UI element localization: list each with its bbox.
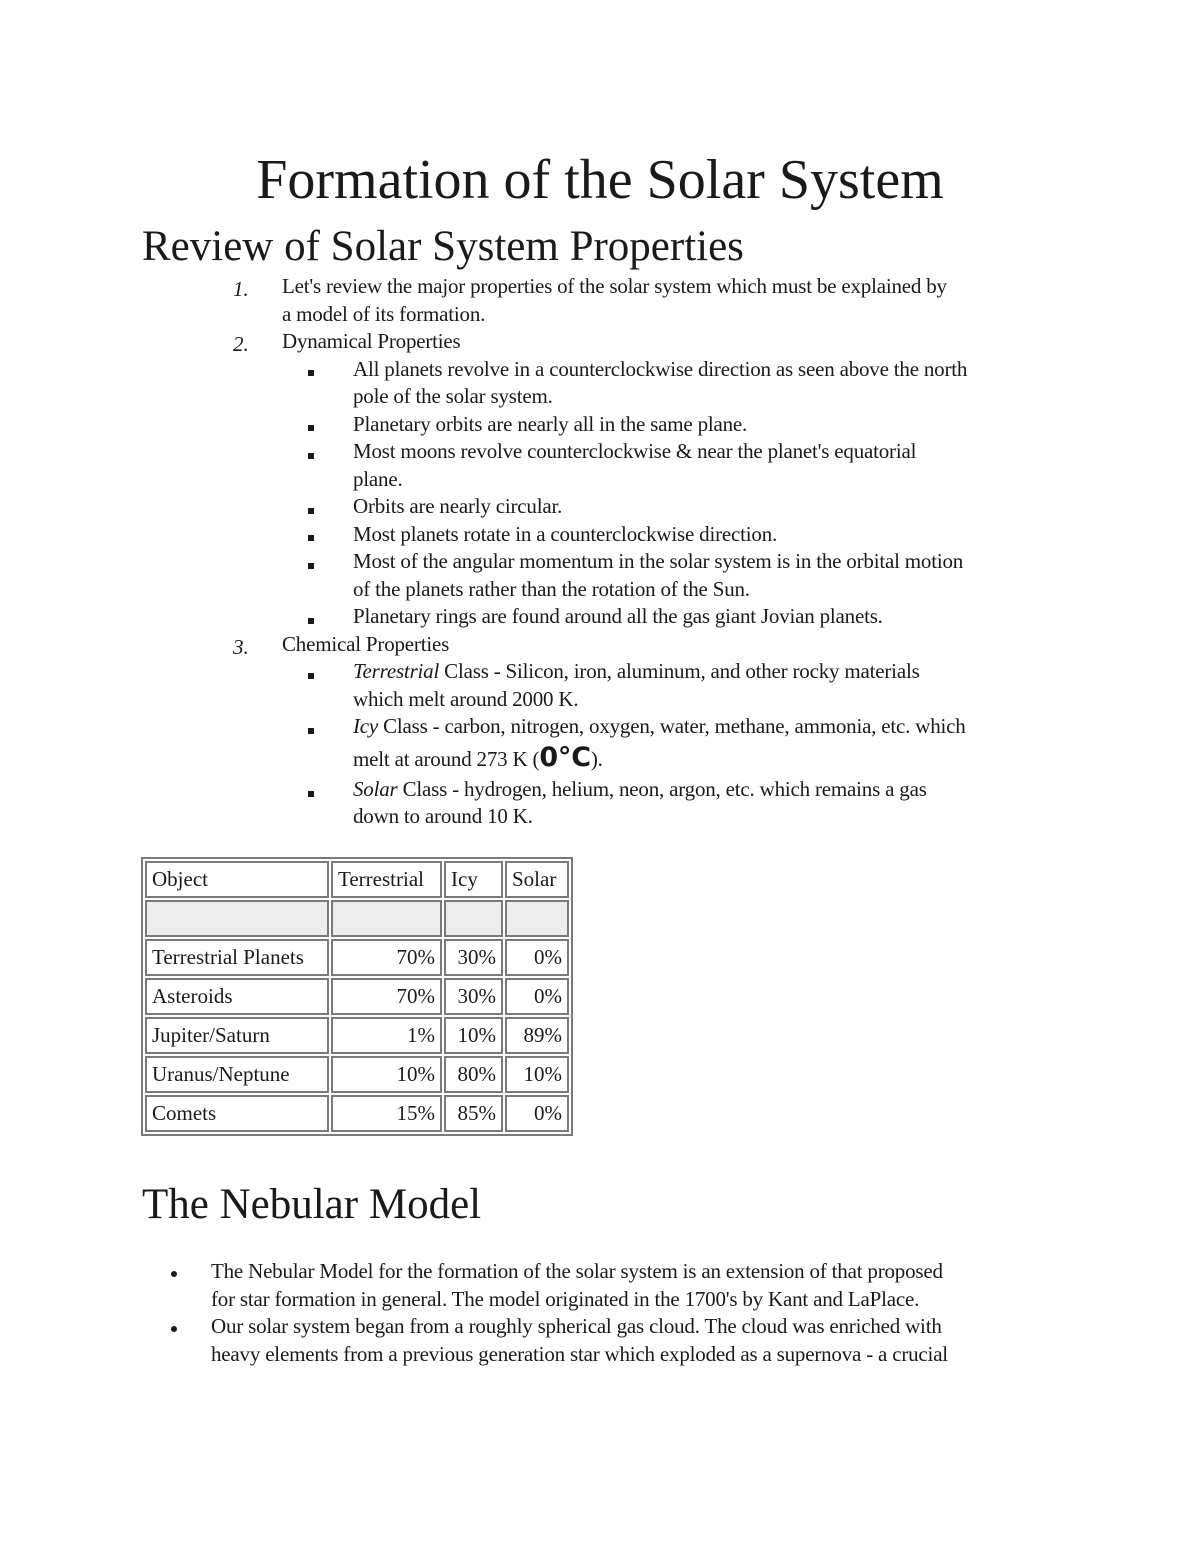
bullet-marker <box>308 618 314 624</box>
list-number: 2. <box>233 332 249 356</box>
bullet-marker <box>308 728 314 734</box>
table-cell: 0% <box>505 939 569 976</box>
table-row <box>145 1017 569 1054</box>
bullet-text: plane. <box>353 467 403 491</box>
bullet-text: Most moons revolve counterclockwise & near the planet's equatorial <box>353 439 917 463</box>
table-cell: Asteroids <box>145 978 329 1015</box>
bullet-text: heavy elements from a previous generation star which exploded as a supernova - a crucial <box>211 1342 948 1366</box>
table-cell: 10% <box>505 1056 569 1093</box>
class-name: Solar <box>353 777 398 801</box>
bullet-text: Orbits are nearly circular. <box>353 494 563 518</box>
table-cell: Terrestrial Planets <box>145 939 329 976</box>
bullet-marker <box>308 791 314 797</box>
table-cell: 30% <box>444 978 503 1015</box>
list-item-label: Chemical Properties <box>282 632 450 656</box>
temperature-formula: 0°C <box>539 742 591 773</box>
table-blank-row <box>145 900 569 937</box>
table-cell: Comets <box>145 1095 329 1132</box>
table-cell: Jupiter/Saturn <box>145 1017 329 1054</box>
list-number: 3. <box>233 635 249 659</box>
bullet-text <box>353 744 603 774</box>
class-name: Icy <box>353 714 379 738</box>
table-row <box>145 978 569 1015</box>
bullet-text: of the planets rather than the rotation of the Sun. <box>353 577 750 601</box>
bullet-text: down to around 10 K. <box>353 804 533 828</box>
table-header: Icy <box>444 861 503 898</box>
table-header: Solar <box>505 861 569 898</box>
table-cell: 89% <box>505 1017 569 1054</box>
bullet-text: Planetary orbits are nearly all in the same plane. <box>353 412 748 436</box>
table-cell: 80% <box>444 1056 503 1093</box>
bullet-text: Most planets rotate in a counterclockwise direction. <box>353 522 778 546</box>
bullet-marker <box>171 1326 177 1332</box>
table-cell: Uranus/Neptune <box>145 1056 329 1093</box>
bullet-text: which melt around 2000 K. <box>353 687 579 711</box>
bullet-marker <box>308 425 314 431</box>
class-name: Terrestrial <box>353 659 440 683</box>
table-cell: 0% <box>505 1095 569 1132</box>
class-description: Class - hydrogen, helium, neon, argon, etc. which remains a gas <box>397 777 927 801</box>
formula-suffix: ). <box>590 747 603 771</box>
section-heading-review: Review of Solar System Properties <box>142 223 744 270</box>
bullet-text: Our solar system began from a roughly spherical gas cloud. The cloud was enriched with <box>211 1314 942 1338</box>
table-row <box>145 1056 569 1093</box>
bullet-text: Planetary rings are found around all the gas giant Jovian planets. <box>353 604 883 628</box>
table-cell: 30% <box>444 939 503 976</box>
formula-prefix: melt at around 273 K ( <box>353 747 540 771</box>
table-cell: 70% <box>331 978 442 1015</box>
bullet-marker <box>308 370 314 376</box>
table-cell: 10% <box>331 1056 442 1093</box>
list-item-text: a model of its formation. <box>282 302 486 326</box>
bullet-text: pole of the solar system. <box>353 384 553 408</box>
table-header: Terrestrial <box>331 861 442 898</box>
bullet-text <box>353 776 927 804</box>
table-cell: 85% <box>444 1095 503 1132</box>
list-item-label: Dynamical Properties <box>282 329 461 353</box>
bullet-marker <box>308 563 314 569</box>
bullet-text <box>353 658 920 686</box>
bullet-marker <box>308 535 314 541</box>
table-cell: 15% <box>331 1095 442 1132</box>
table-row <box>145 1095 569 1132</box>
class-description: Class - Silicon, iron, aluminum, and other rocky materials <box>439 659 920 683</box>
table-cell: 1% <box>331 1017 442 1054</box>
table-row <box>145 939 569 976</box>
bullet-text <box>353 713 966 741</box>
bullet-text: Most of the angular momentum in the solar system is in the orbital motion <box>353 549 964 573</box>
list-item-text: Let's review the major properties of the solar system which must be explained by <box>282 274 947 298</box>
composition-table <box>141 857 573 1136</box>
page-title: Formation of the Solar System <box>256 149 944 211</box>
table-header: Object <box>145 861 329 898</box>
bullet-text: The Nebular Model for the formation of the solar system is an extension of that proposed <box>211 1259 943 1283</box>
class-description: Class - carbon, nitrogen, oxygen, water, methane, ammonia, etc. which <box>378 714 966 738</box>
bullet-marker <box>308 453 314 459</box>
bullet-text: for star formation in general. The model originated in the 1700's by Kant and LaPlace. <box>211 1287 920 1311</box>
table-cell: 0% <box>505 978 569 1015</box>
list-number: 1. <box>233 277 249 301</box>
bullet-marker <box>308 508 314 514</box>
bullet-marker <box>171 1271 177 1277</box>
table-cell: 70% <box>331 939 442 976</box>
section-heading-nebular: The Nebular Model <box>142 1181 482 1228</box>
bullet-marker <box>308 673 314 679</box>
table-cell: 10% <box>444 1017 503 1054</box>
table-header-row <box>145 861 569 898</box>
bullet-text: All planets revolve in a counterclockwise direction as seen above the north <box>353 357 968 381</box>
